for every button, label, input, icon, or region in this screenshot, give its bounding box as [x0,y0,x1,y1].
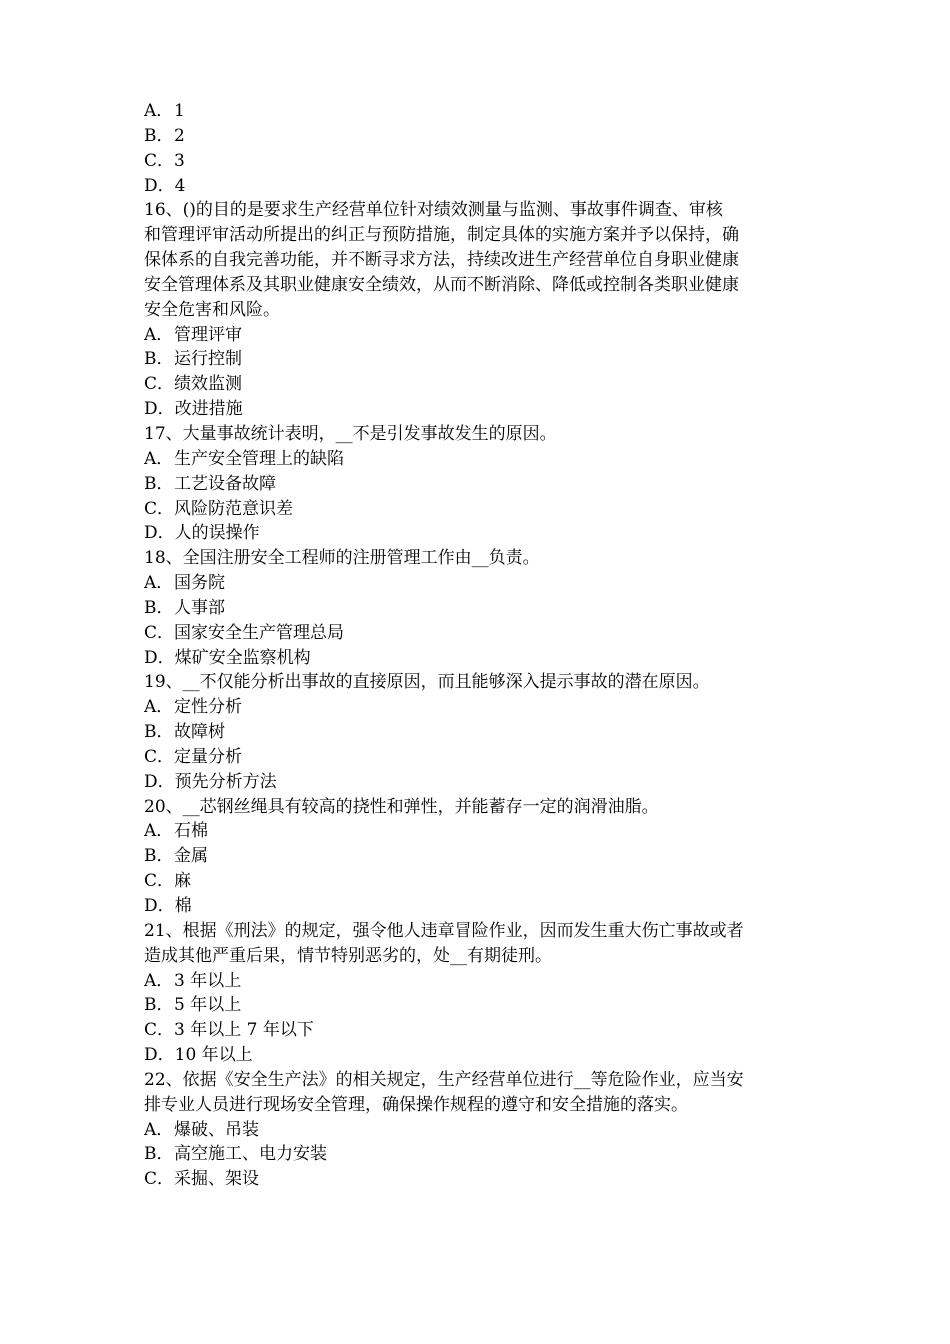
question-stem [144,1068,824,1118]
option-letter: B． [144,995,174,1016]
question-stem [144,670,824,695]
answer-option [144,869,824,894]
option-text: 工艺设备故障 [174,473,276,494]
question-stem [144,919,824,969]
option-text: 故障树 [174,722,225,743]
option-letter: A． [144,573,174,594]
option-letter: C． [144,871,175,892]
option-text: 3 [174,150,185,171]
answer-option [144,174,824,199]
answer-option [144,894,824,919]
answer-option [144,571,824,596]
answer-option [144,1018,824,1043]
answer-option [144,969,824,994]
option-text: 2 [174,125,185,146]
question-line: 造成其他严重后果，情节特别恶劣的，处__有期徒刑。 [144,945,552,966]
option-letter: B． [144,846,174,867]
option-text: 爆破、吊装 [174,1119,259,1140]
option-letter: A． [144,448,174,469]
answer-option [144,695,824,720]
option-letter: C． [144,150,175,171]
option-text: 麻 [174,871,192,892]
question-stem [144,198,824,322]
answer-option [144,521,824,546]
option-text: 采掘、架设 [174,1169,260,1190]
question-stem [144,546,824,571]
option-letter: D． [144,771,175,792]
answer-option [144,745,824,770]
document-page [144,99,824,1192]
answer-option [144,124,824,149]
option-text: 风险防范意识差 [174,498,294,519]
question-line: 排专业人员进行现场安全管理，确保操作规程的遵守和安全措施的落实。 [144,1094,688,1115]
question-line: 和管理评审活动所提出的纠正与预防措施，制定具体的实施方案并予以保持，确 [144,225,739,246]
option-letter: B． [144,597,174,618]
option-text: 运行控制 [174,349,242,370]
option-text: 4 [174,175,186,196]
option-text: 煤矿安全监察机构 [174,647,311,668]
option-text: 人的误操作 [174,523,260,544]
option-letter: A． [144,101,174,121]
option-text: 10 年以上 [174,1045,253,1066]
option-letter: A． [144,324,174,345]
question-stem [144,795,824,820]
option-text: 管理评审 [174,324,242,345]
answer-option [144,1142,824,1167]
option-text: 改进措施 [174,399,243,420]
question-line: 21、根据《刑法》的规定，强令他人违章冒险作业，因而发生重大伤亡事故或者 [144,920,744,941]
answer-option [144,844,824,869]
answer-option [144,819,824,844]
option-letter: D． [144,523,175,544]
answer-option [144,770,824,795]
option-text: 3 年以上 [174,970,242,991]
option-text: 金属 [174,846,208,867]
option-letter: A． [144,970,174,991]
question-line: 20、__芯钢丝绳具有较高的挠性和弹性，并能蓄存一定的润滑油脂。 [144,796,659,817]
option-letter: D． [144,896,175,916]
question-line: 17、大量事故统计表明，__不是引发事故发生的原因。 [144,423,557,444]
answer-option [144,447,824,472]
answer-option [144,472,824,497]
option-letter: C． [144,746,175,767]
answer-option [144,149,824,174]
option-text: 绩效监测 [174,374,243,395]
question-line: 安全管理体系及其职业健康安全绩效，从而不断消除、降低或控制各类职业健康 [144,274,739,295]
answer-option [144,347,824,372]
option-text: 定性分析 [174,697,242,718]
answer-option [144,497,824,522]
option-text: 石棉 [174,821,208,842]
option-text: 高空施工、电力安装 [174,1144,327,1165]
answer-option [144,397,824,422]
question-line: 22、依据《安全生产法》的相关规定，生产经营单位进行__等危险作业，应当安 [144,1069,744,1090]
answer-option [144,1167,824,1192]
option-letter: D． [144,399,175,420]
option-text: 1 [174,101,185,121]
answer-option [144,993,824,1018]
option-letter: A． [144,697,174,718]
option-text: 定量分析 [174,746,243,767]
answer-option [144,1043,824,1068]
option-letter: B． [144,722,174,743]
option-letter: B． [144,1144,174,1165]
option-letter: D． [144,647,175,668]
answer-option [144,323,824,348]
answer-option [144,1118,824,1143]
answer-option [144,99,824,124]
option-letter: B． [144,349,174,370]
question-stem [144,422,824,447]
question-line: 安全危害和风险。 [144,299,280,320]
question-line: 16、()的目的是要求生产经营单位针对绩效测量与监测、事故事件调查、审核 [144,200,723,221]
option-letter: C． [144,622,175,643]
option-letter: C． [144,1169,175,1190]
option-text: 预先分析方法 [174,771,277,792]
option-text: 5 年以上 [174,995,242,1016]
answer-option [144,720,824,745]
answer-option [144,621,824,646]
option-letter: C． [144,498,175,519]
question-line: 18、全国注册安全工程师的注册管理工作由__负责。 [144,548,540,569]
question-line: 19、__不仅能分析出事故的直接原因，而且能够深入提示事故的潜在原因。 [144,672,710,693]
answer-option [144,596,824,621]
option-letter: D． [144,175,175,196]
option-text: 3 年以上 7 年以下 [174,1020,314,1041]
option-letter: C． [144,374,175,395]
option-text: 国家安全生产管理总局 [174,622,345,643]
option-text: 棉 [174,896,192,916]
question-line: 保体系的自我完善功能，并不断寻求方法，持续改进生产经营单位自身职业健康 [144,250,739,271]
option-letter: C． [144,1020,175,1041]
option-letter: A． [144,1119,174,1140]
answer-option [144,372,824,397]
option-letter: A． [144,821,174,842]
option-letter: D． [144,1045,175,1066]
option-letter: B． [144,125,174,146]
option-text: 人事部 [174,597,225,618]
option-text: 国务院 [174,573,225,594]
option-letter: B． [144,473,174,494]
option-text: 生产安全管理上的缺陷 [174,448,344,469]
answer-option [144,646,824,671]
